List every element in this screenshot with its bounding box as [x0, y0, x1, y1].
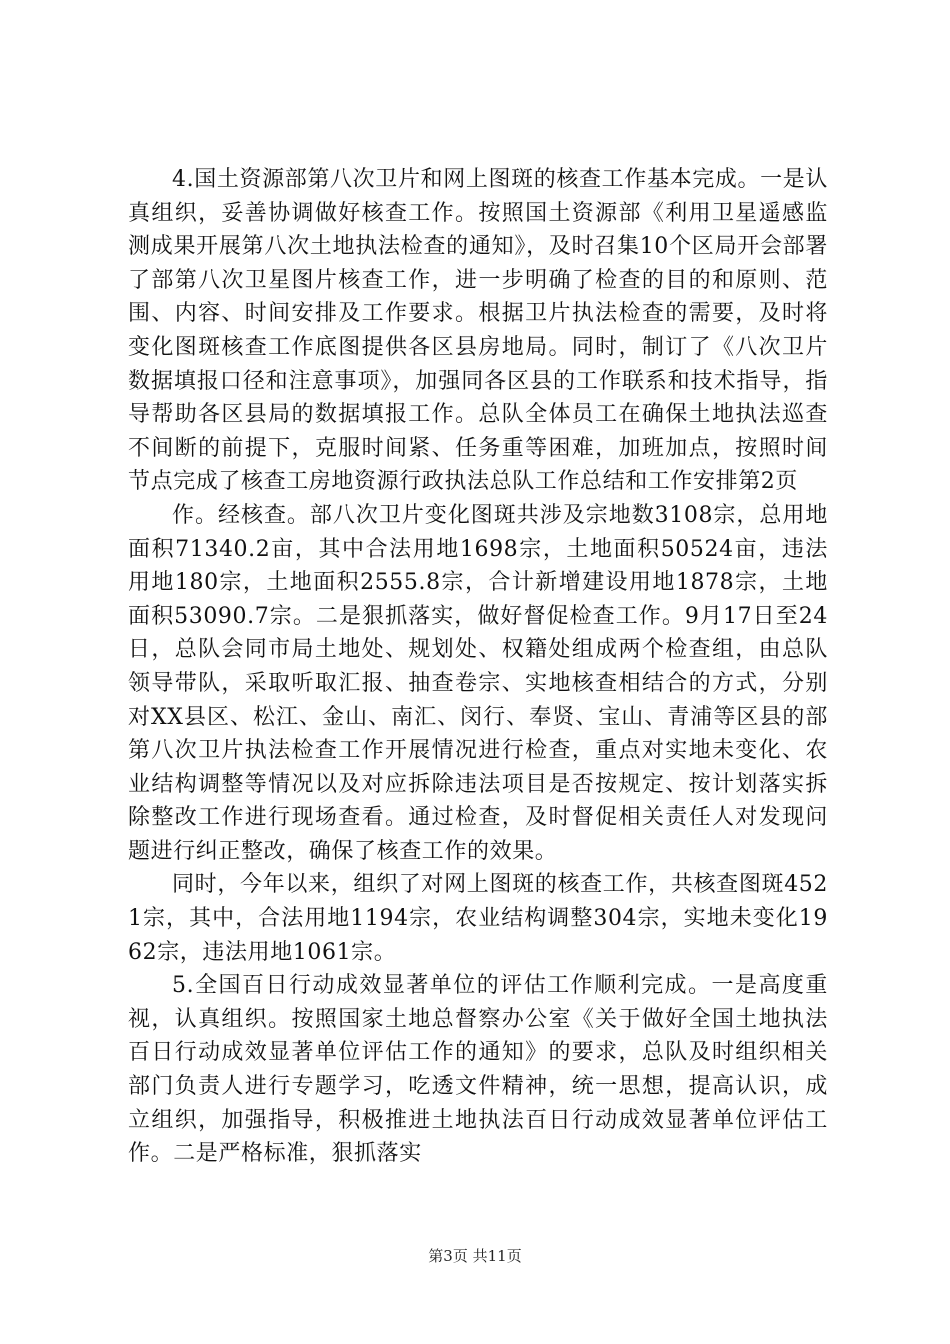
paragraph-4: 5.全国百日行动成效显著单位的评估工作顺利完成。一是高度重视，认真组织。按照国家土地总督察办公室《关于做好全国土地执法百日行动成效显著单位评估工作的通知》的要求，总队及时组织相关部门负责人进行专题学习，吃透文件精神，统一思想，提高认识，成立组织，加强指导，积极推进土地执法百日行动成效显著单位评估工作。二是严格标准，狠抓落实 — [128, 973, 828, 1167]
paragraph-3: 同时，今年以来，组织了对网上图斑的核查工作，共核查图斑4521宗，其中，合法用地1194宗，农业结构调整304宗，实地未变化1962宗，违法用地1061宗。 — [128, 872, 828, 965]
document-body — [128, 163, 828, 1171]
page-number-footer: 第3页 共11页 — [428, 1247, 522, 1265]
paragraph-2: 作。经核查。部八次卫片变化图斑共涉及宗地数3108宗，总用地面积71340.2亩，其中合法用地1698宗，土地面积50524亩，违法用地180宗，土地面积2555.8宗，合计新增建设用地1878宗，土地面积53090.7宗。二是狠抓落实，做好督促检查工作。9月17日至24日，总队会同市局土地处、规划处、权籍处组成两个检查组，由总队领导带队，采取听取汇报、抽查卷宗、实地核查相结合的方式，分别对XX县区、松江、金山、南汇、闵行、奉贤、宝山、青浦等区县的部第八次卫片执法检查工作开展情况进行检查，重点对实地未变化、农业结构调整等情况以及对应拆除违法项目是否按规定、按计划落实拆除整改工作进行现场查看。通过检查，及时督促相关责任人对发现问题进行纠正整改，确保了核查工作的效果。 — [128, 502, 828, 864]
paragraph-1: 4.国土资源部第八次卫片和网上图斑的核查工作基本完成。一是认真组织，妥善协调做好核查工作。按照国土资源部《利用卫星遥感监测成果开展第八次土地执法检查的通知》，及时召集10个区局开会部署了部第八次卫星图片核查工作，进一步明确了检查的目的和原则、范围、内容、时间安排及工作要求。根据卫片执法检查的需要，及时将变化图斑核查工作底图提供各区县房地局。同时，制订了《八次卫片数据填报口径和注意事项》，加强同各区县的工作联系和技术指导，指导帮助各区县局的数据填报工作。总队全体员工在确保土地执法巡查不间断的前提下，克服时间紧、任务重等困难，加班加点，按照时间节点完成了核查工房地资源行政执法总队工作总结和工作安排第2页 — [128, 167, 828, 495]
